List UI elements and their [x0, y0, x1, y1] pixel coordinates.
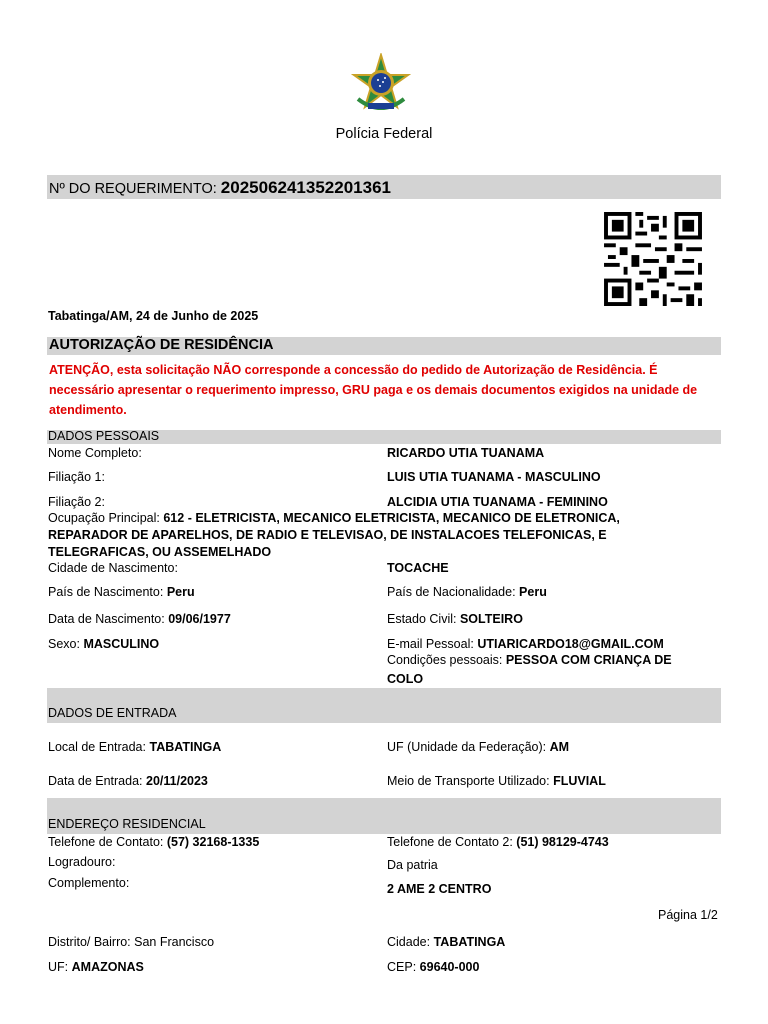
marital-status-label: Estado Civil: — [387, 612, 457, 626]
phone2-label: Telefone de Contato 2: — [387, 835, 513, 849]
nationality-label: País de Nacionalidade: — [387, 585, 516, 599]
coat-of-arms-emblem — [350, 53, 412, 115]
page-number: Página 1/2 — [658, 908, 718, 922]
entry-place-value: TABATINGA — [149, 740, 222, 754]
place-date: Tabatinga/AM, 24 de Junho de 2025 — [48, 309, 259, 323]
full-name-value: RICARDO UTIA TUANAMA — [387, 446, 545, 460]
email-label: E-mail Pessoal: — [387, 637, 474, 651]
district-label: Distrito/ Bairro: — [48, 935, 131, 949]
cep-row — [387, 960, 479, 974]
entry-uf-value: AM — [549, 740, 570, 754]
marital-status-value: SOLTEIRO — [459, 612, 523, 626]
email-value: UTIARICARDO18@GMAIL.COM — [477, 637, 664, 651]
birth-country-value: Peru — [166, 585, 195, 599]
birth-city-label: Cidade de Nascimento: — [48, 561, 178, 575]
request-number: 202506241352201361 — [220, 178, 391, 197]
district-row — [48, 935, 214, 949]
address-city-value: TABATINGA — [433, 935, 506, 949]
email-row — [387, 637, 664, 651]
address-city-row — [387, 935, 505, 949]
phone1-row — [48, 835, 259, 849]
phone2-value: (51) 98129-4743 — [516, 835, 609, 849]
transport-row — [387, 774, 606, 788]
cep-value: 69640-000 — [419, 960, 480, 974]
complement-label: Complemento: — [48, 876, 130, 890]
parent1-label: Filiação 1: — [48, 470, 105, 484]
birth-country-row — [48, 585, 195, 599]
entry-place-row — [48, 740, 221, 754]
nationality-row — [387, 585, 547, 599]
transport-label: Meio de Transporte Utilizado: — [387, 774, 550, 788]
occupation-label: Ocupação Principal: — [48, 511, 160, 525]
entry-place-label: Local de Entrada: — [48, 740, 146, 754]
qr-code — [603, 212, 703, 306]
phone2-row — [387, 835, 609, 849]
phone1-label: Telefone de Contato: — [48, 835, 164, 849]
sex-value: MASCULINO — [83, 637, 160, 651]
entry-uf-row — [387, 740, 569, 754]
birth-date-row — [48, 612, 231, 626]
doc-title: AUTORIZAÇÃO DE RESIDÊNCIA — [49, 337, 274, 353]
conditions-label: Condições pessoais: — [387, 653, 503, 667]
conditions-row — [387, 653, 672, 667]
section-heading-address: ENDEREÇO RESIDENCIAL — [48, 817, 206, 831]
birth-country-label: País de Nascimento: — [48, 585, 164, 599]
address-uf-label: UF: — [48, 960, 69, 974]
entry-date-row — [48, 774, 208, 788]
entry-date-label: Data de Entrada: — [48, 774, 143, 788]
cep-label: CEP: — [387, 960, 417, 974]
nationality-value: Peru — [519, 585, 547, 599]
request-number-label: Nº DO REQUERIMENTO: — [49, 181, 217, 197]
birth-city-value: TOCACHE — [387, 561, 449, 575]
section-heading-entry: DADOS DE ENTRADA — [48, 706, 177, 720]
full-name-label: Nome Completo: — [48, 446, 142, 460]
org-name: Polícia Federal — [335, 126, 433, 142]
conditions-value-cont: COLO — [387, 672, 424, 686]
occupation-row — [48, 510, 678, 561]
entry-date-value: 20/11/2023 — [146, 774, 208, 788]
warning-text: ATENÇÃO, esta solicitação NÃO corresponde a concessão do pedido de Autorização de Residência. É necessário apresentar o requerimento impresso, GRU paga e os demais documentos exigidos na unidade de atendimento. — [49, 363, 698, 417]
parent2-label: Filiação 2: — [48, 495, 105, 509]
section-heading-personal: DADOS PESSOAIS — [48, 429, 160, 443]
sex-row — [48, 637, 159, 651]
birth-date-value: 09/06/1977 — [168, 612, 231, 626]
address-city-label: Cidade: — [387, 935, 431, 949]
parent2-value: ALCIDIA UTIA TUANAMA - FEMININO — [387, 495, 608, 509]
transport-value: FLUVIAL — [553, 774, 606, 788]
marital-status-row — [387, 612, 523, 626]
complement-value: 2 AME 2 CENTRO — [387, 882, 492, 896]
parent1-value: LUIS UTIA TUANAMA - MASCULINO — [387, 470, 601, 484]
district-value: San Francisco — [134, 935, 215, 949]
address-uf-value: AMAZONAS — [71, 960, 144, 974]
street-value: Da patria — [387, 858, 438, 872]
request-number-row — [49, 178, 391, 198]
conditions-value: PESSOA COM CRIANÇA DE — [505, 653, 672, 667]
address-uf-row — [48, 960, 144, 974]
occupation-value: 612 - ELETRICISTA, MECANICO ELETRICISTA, MECANICO DE ELETRONICA, REPARADOR DE APARELHOS, DE RADIO E TELEVISAO, DE INSTALACOES TELEFONICAS, E TELEGRAFICAS, OU ASSEMELHADO — [48, 511, 620, 559]
phone1-value: (57) 32168-1335 — [166, 835, 260, 849]
street-label: Logradouro: — [48, 855, 116, 869]
birth-date-label: Data de Nascimento: — [48, 612, 165, 626]
sex-label: Sexo: — [48, 637, 80, 651]
entry-uf-label: UF (Unidade da Federação): — [387, 740, 547, 754]
